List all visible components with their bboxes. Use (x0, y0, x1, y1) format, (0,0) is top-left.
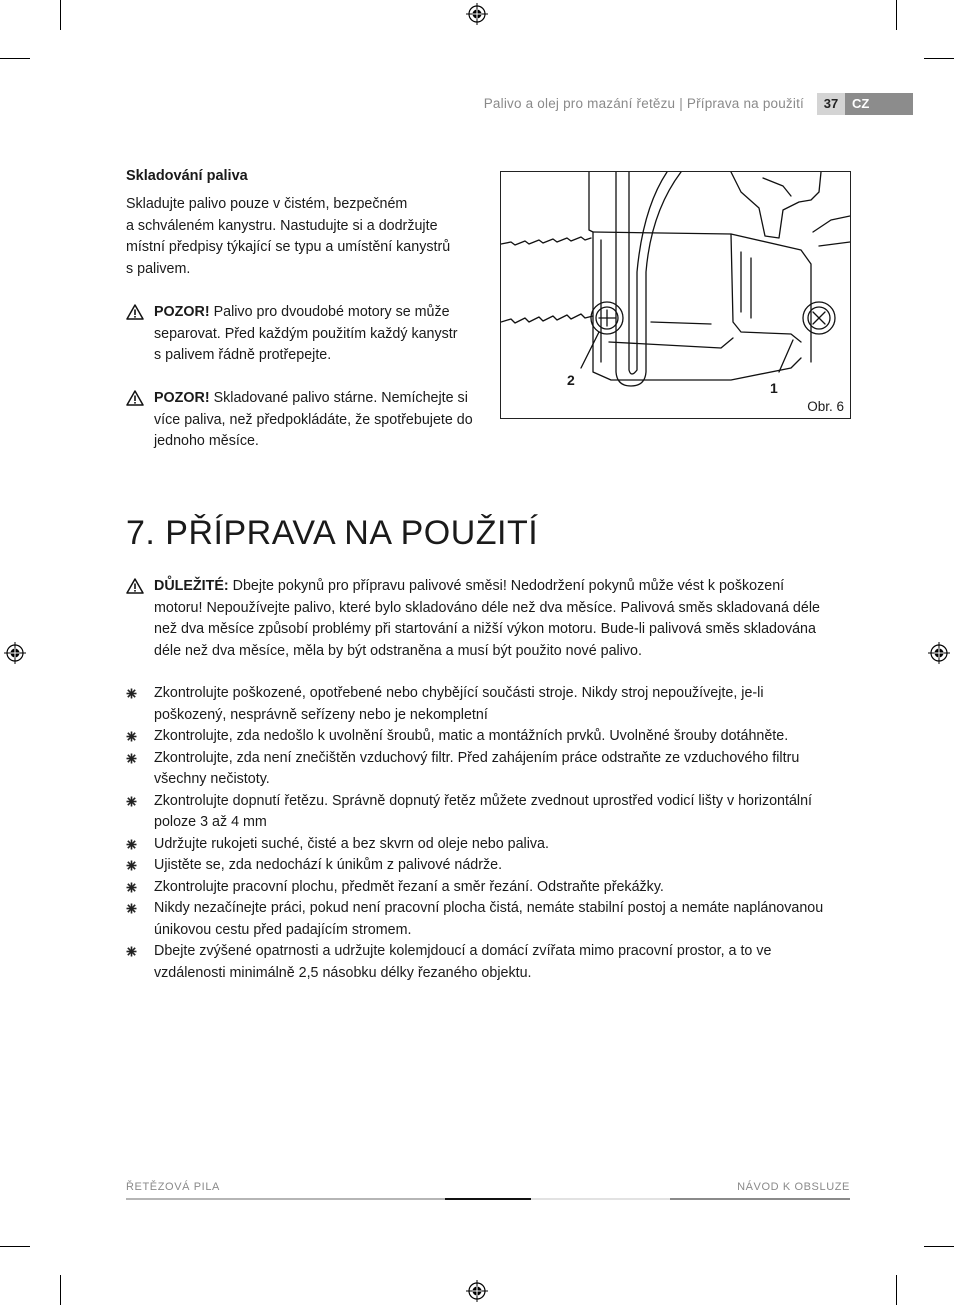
bullet-icon (126, 882, 137, 893)
important-text: Dbejte pokynů pro přípravu palivové směsi! Nedodržení pokynů může vést k poškození (228, 578, 785, 594)
callout-label: 1 (770, 380, 778, 396)
text-line (154, 302, 486, 324)
bullet-icon (126, 903, 137, 914)
important-note (126, 576, 850, 662)
text-line: všechny nečistoty. (154, 771, 270, 787)
list-item (126, 748, 850, 791)
crop-mark (924, 58, 954, 59)
list-item (126, 877, 850, 899)
footer-divider (670, 1198, 850, 1200)
text-line: než dva měsíce způsobí problémy při startování a nižší výkon motoru. Bude-li palivová směs skladována (154, 621, 816, 637)
text-line: jednoho měsíce. (154, 433, 259, 449)
crop-mark (896, 0, 897, 30)
list-item (126, 683, 850, 726)
warning-icon (126, 390, 144, 406)
text-line: Zkontrolujte poškozené, opotřebené nebo chybějící součásti stroje. Nikdy stroj nepoužívejte, je-li (154, 685, 764, 701)
footer-manual: NÁVOD K OBSLUZE (737, 1181, 850, 1193)
text-line: Zkontrolujte, zda nedošlo k uvolnění šroubů, matic a montážních prvků. Uvolněné šrouby dotáhněte. (154, 728, 789, 744)
footer-divider (126, 1198, 445, 1200)
text-line: motoru! Nepoužívejte palivo, které bylo skladováno déle než dva měsíce. Palivová směs skladovaná déle (154, 599, 820, 616)
text-line: poloze 3 až 4 mm (154, 814, 267, 830)
preparation-checklist (126, 683, 850, 984)
text-line (154, 388, 486, 410)
text-line: vzdálenosti minimálně 2,5 násobku délky řezaného objektu. (154, 964, 532, 981)
list-item (126, 941, 850, 984)
storage-intro (126, 194, 486, 280)
warning-icon (126, 304, 144, 320)
text-line: Dbejte zvýšené opatrnosti a udržujte kolemjdoucí a domácí zvířata mimo pracovní prostor, a to ve (154, 943, 772, 959)
registration-mark-icon (928, 642, 950, 664)
text-line: únikovou cestu před padajícím stromem. (154, 921, 412, 938)
figure-caption: Obr. 6 (807, 399, 844, 414)
footer-divider (531, 1198, 670, 1200)
text-line: Nikdy nezačínejte práci, pokud není pracovní plocha čistá, nemáte stabilní postoj a nemáte naplánovanou (154, 900, 824, 916)
crop-mark (60, 0, 61, 30)
text-line: Zkontrolujte pracovní plochu, předmět řezaní a směr řezání. Odstraňte překážky. (154, 878, 664, 895)
chainsaw-illustration (501, 172, 850, 418)
list-item (126, 898, 850, 941)
crop-mark (0, 58, 30, 59)
list-item (126, 726, 850, 748)
registration-mark-icon (4, 642, 26, 664)
crop-mark (924, 1246, 954, 1247)
registration-mark-icon (466, 1280, 488, 1302)
text-line (154, 576, 850, 598)
crop-mark (896, 1275, 897, 1305)
text-line: Udržujte rukojeti suché, čisté a bez skvrn od oleje nebo paliva. (154, 835, 549, 852)
warning-label: POZOR! (154, 304, 210, 320)
text-line: více paliva, než předpokládáte, že spotřebujete do (154, 411, 473, 428)
list-item (126, 855, 850, 877)
text-line: poškozený, nesprávně seřízeny nebo je nekompletní (154, 706, 488, 723)
text-line: déle než dva měsíce, měla by být odstraněna a musí být použito nové palivo. (154, 642, 642, 659)
footer-product: ŘETĚZOVÁ PILA (126, 1181, 220, 1193)
bullet-icon (126, 731, 137, 742)
page-number: 37 (817, 93, 845, 115)
warning-icon (126, 578, 144, 594)
language-tab: CZ (845, 93, 913, 115)
warning-label: POZOR! (154, 390, 210, 406)
crop-mark (60, 1275, 61, 1305)
bullet-icon (126, 946, 137, 957)
bullet-icon (126, 688, 137, 699)
registration-mark-icon (466, 3, 488, 25)
footer-divider (445, 1198, 531, 1200)
section-heading: Skladování paliva (126, 168, 248, 184)
text-line: a schváleném kanystru. Nastudujte si a dodržujte (126, 217, 438, 234)
warning-note (126, 302, 486, 367)
text-line: s palivem. (126, 260, 191, 277)
chapter-title: 7. PŘÍPRAVA NA POUŽITÍ (126, 514, 539, 552)
text-line: Zkontrolujte, zda není znečištěn vzduchový filtr. Před zahájením práce odstraňte ze vzduchového filtru (154, 749, 800, 766)
list-item (126, 834, 850, 856)
text-line: Ujistěte se, zda nedochází k únikům z palivové nádrže. (154, 857, 503, 873)
bullet-icon (126, 796, 137, 807)
list-item (126, 791, 850, 834)
text-line: s palivem řádně protřepejte. (154, 347, 332, 363)
figure-chainsaw-caps (500, 171, 851, 419)
warning-text: Palivo pro dvoudobé motory se může (209, 304, 450, 320)
text-line: Zkontrolujte dopnutí řetězu. Správně dopnutý řetěz můžete zvednout uprostřed vodicí lišty v horizontální (154, 792, 813, 809)
crop-mark (0, 1246, 30, 1247)
callout-label: 2 (567, 372, 575, 388)
warning-note (126, 388, 486, 453)
bullet-icon (126, 753, 137, 764)
warning-text: Skladované palivo stárne. Nemíchejte si (209, 390, 468, 406)
bullet-icon (126, 860, 137, 871)
running-header: Palivo a olej pro mazání řetězu | Příprava na použití (483, 96, 804, 111)
text-line: separovat. Před každým použitím každý kanystr (154, 325, 458, 342)
text-line: místní předpisy týkající se typu a umístění kanystrů (126, 239, 451, 255)
important-label: DŮLEŽITÉ: (154, 578, 229, 594)
text-line: Skladujte palivo pouze v čistém, bezpečném (126, 196, 408, 212)
bullet-icon (126, 839, 137, 850)
